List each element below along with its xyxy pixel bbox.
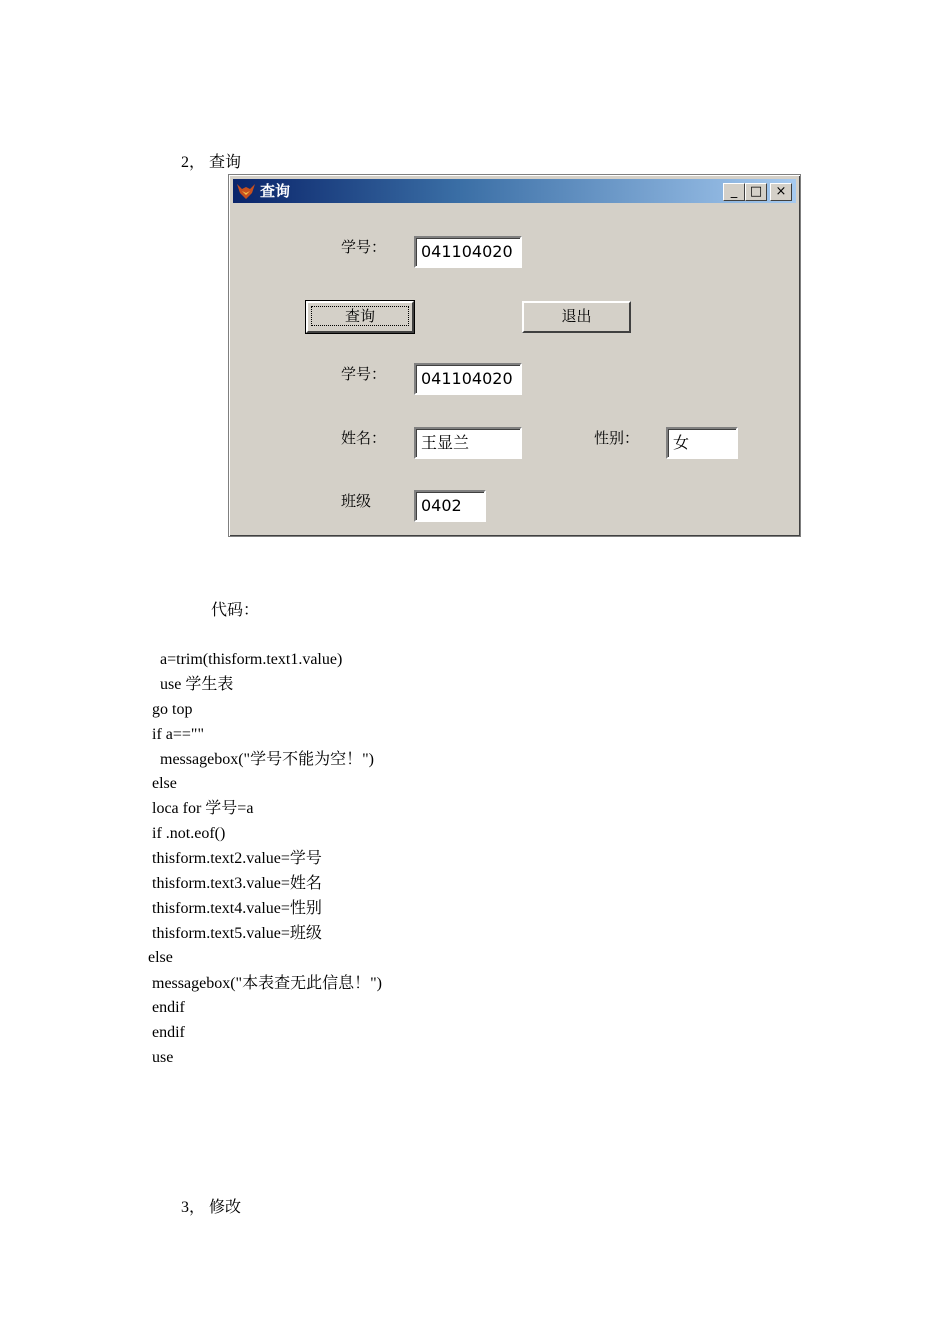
- query-button[interactable]: [306, 301, 414, 333]
- code-line: else: [148, 949, 173, 966]
- code-line: a=trim(thisform.text1.value): [160, 651, 343, 668]
- code-line: if a=="": [152, 726, 204, 743]
- code-line: go top: [152, 701, 193, 718]
- code-line: else: [152, 775, 177, 792]
- close-button[interactable]: ×: [770, 183, 792, 201]
- code-line: thisform.text2.value=学号: [152, 850, 322, 867]
- student-id-input[interactable]: 041104020: [414, 236, 522, 268]
- code-line: thisform.text4.value=性别: [152, 900, 322, 917]
- query-window: [228, 174, 801, 537]
- code-line: use: [152, 1049, 174, 1066]
- student-id-label: 学号：: [341, 238, 387, 256]
- query-button-label: 查询: [311, 306, 409, 326]
- code-line: endif: [152, 999, 185, 1016]
- name-label: 姓名：: [341, 429, 387, 447]
- code-line: thisform.text5.value=班级: [152, 925, 322, 942]
- result-student-id-label: 学号：: [341, 365, 387, 383]
- code-line: if .not.eof(): [152, 825, 226, 842]
- gender-field[interactable]: 女: [666, 427, 738, 459]
- code-line: messagebox("学号不能为空！"): [160, 751, 374, 768]
- window-titlebar[interactable]: [233, 179, 796, 203]
- code-line: messagebox("本表查无此信息！"): [152, 975, 382, 992]
- gender-label: 性别：: [594, 429, 640, 447]
- code-line: endif: [152, 1024, 185, 1041]
- code-label: 代码：: [211, 602, 260, 619]
- code-line: loca for 学号=a: [152, 800, 254, 817]
- result-student-id-field[interactable]: 041104020: [414, 363, 522, 395]
- section-heading-2: 2， 查询: [181, 154, 242, 171]
- maximize-button[interactable]: □: [745, 183, 767, 201]
- exit-button[interactable]: 退出: [522, 301, 631, 333]
- minimize-button[interactable]: _: [723, 183, 745, 201]
- code-line: use 学生表: [160, 676, 234, 693]
- name-field[interactable]: 王显兰: [414, 427, 522, 459]
- class-label: 班级: [341, 492, 372, 510]
- section-heading-3: 3， 修改: [181, 1199, 242, 1216]
- class-field[interactable]: 0402: [414, 490, 486, 522]
- code-line: thisform.text3.value=姓名: [152, 875, 322, 892]
- window-title: 查询: [260, 182, 291, 200]
- fox-app-icon: [236, 182, 256, 200]
